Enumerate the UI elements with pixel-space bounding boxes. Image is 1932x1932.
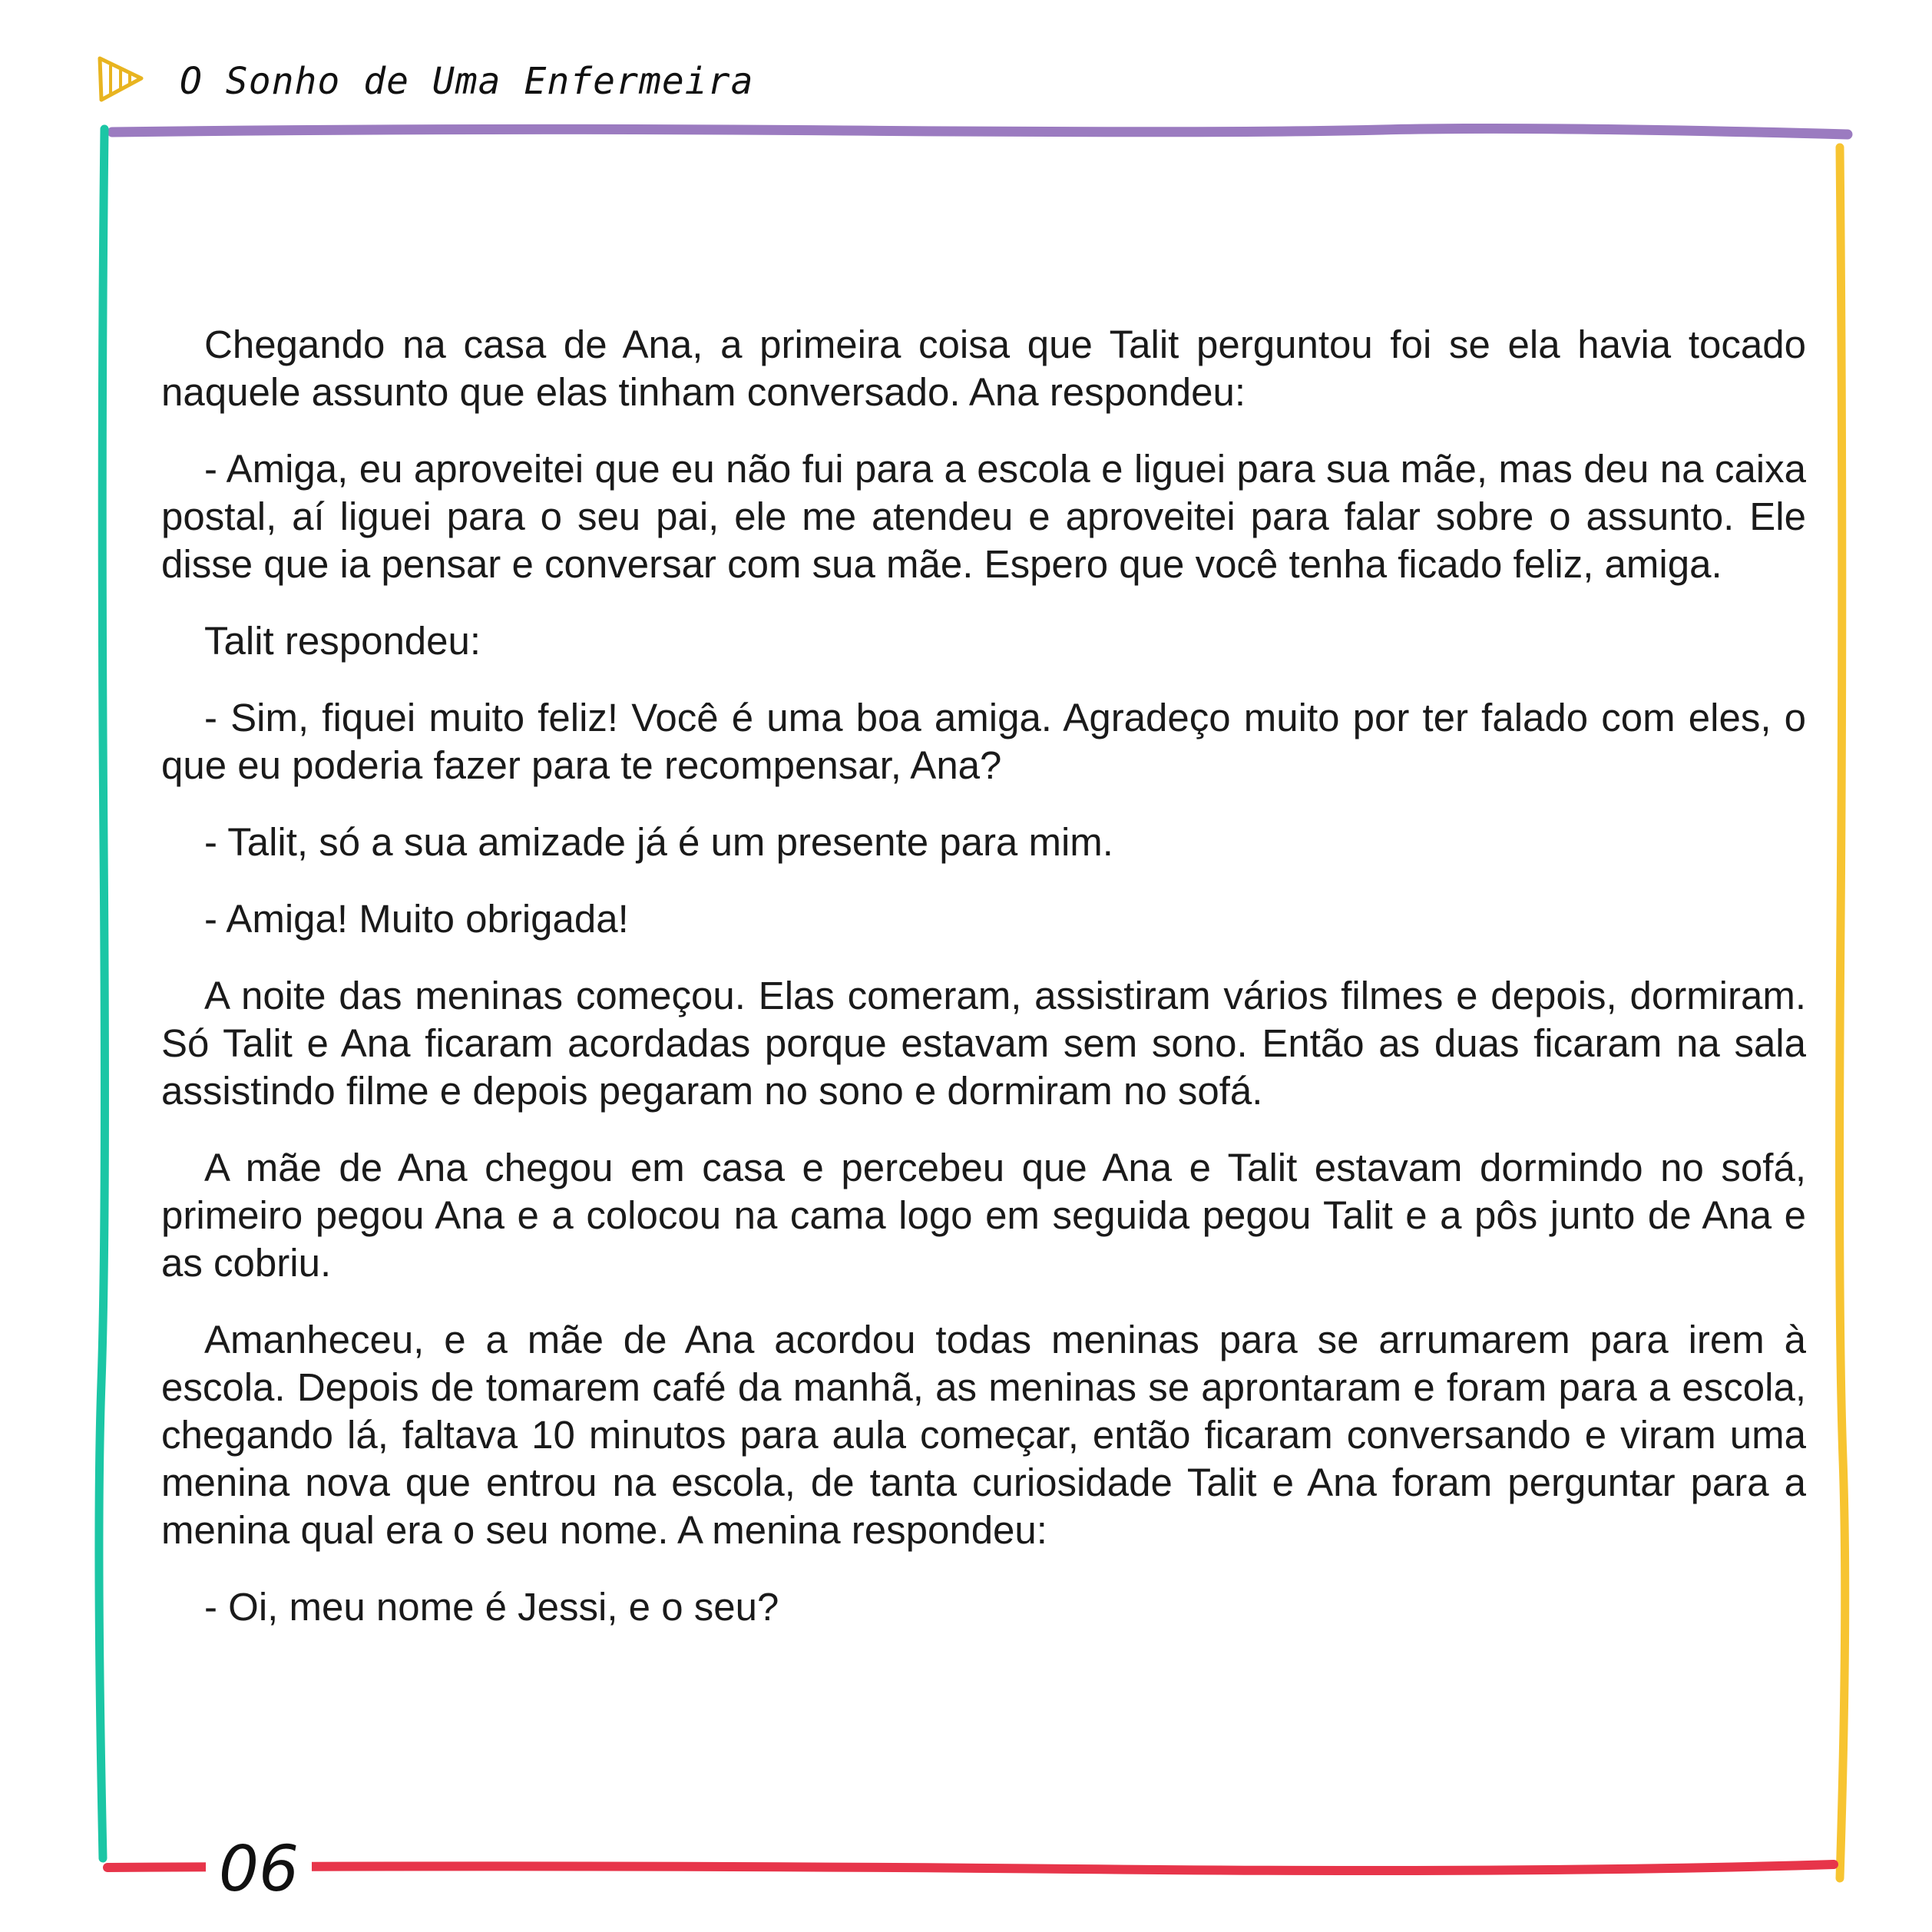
paragraph: - Talit, só a sua amizade já é um presente para mim.: [204, 820, 1113, 864]
book-title: O Sonho de Uma Enfermeira: [180, 60, 754, 103]
frame-right-stroke: [1840, 147, 1845, 1878]
paragraph: - Amiga, eu aproveitei que eu não fui para a escola e liguei para sua mãe, mas deu na caixa postal, aí liguei para o seu pai, ele me atendeu e aproveitei para falar sobre o assunto. Ele disse que ia pensar e conversar com sua mãe. Espero que você tenha ficado feliz, amiga.: [161, 447, 1806, 586]
page-number: 06: [206, 1831, 312, 1908]
paragraph: - Amiga! Muito obrigada!: [204, 897, 629, 941]
paragraph: Chegando na casa de Ana, a primeira coisa que Talit perguntou foi se ela havia tocado naquele assunto que elas tinham conversado. Ana respondeu:: [161, 323, 1806, 414]
paragraph: A mãe de Ana chegou em casa e percebeu que Ana e Talit estavam dormindo no sofá, primeiro pegou Ana e a colocou na cama logo em seguida pegou Talit e a pôs junto de Ana e as cobriu.: [161, 1146, 1806, 1285]
paragraph: Amanheceu, e a mãe de Ana acordou todas meninas para se arrumarem para irem à escola. Depois de tomarem café da manhã, as meninas se aprontaram e foram para a escola, chegando lá, faltava 10 minutos para aula começar, então ficaram conversando e viram uma menina nova que entrou na escola, de tanta curiosidade Talit e Ana foram perguntar para a menina qual era o seu nome. A menina respondeu:: [161, 1318, 1806, 1552]
paragraph: - Sim, fiquei muito feliz! Você é uma boa amiga. Agradeço muito por ter falado com eles, o que eu poderia fazer para te recompensar, Ana?: [161, 696, 1806, 787]
paragraph: Talit respondeu:: [204, 619, 481, 663]
story-text: [161, 321, 1806, 1660]
paragraph: A noite das meninas começou. Elas comeram, assistiram vários filmes e depois, dormiram. Só Talit e Ana ficaram acordadas porque estavam sem sono. Então as duas ficaram na sala assistindo filme e depois pegaram no sono e dormiram no sofá.: [161, 974, 1806, 1113]
frame-bottom-stroke: [108, 1864, 1834, 1871]
paragraph: - Oi, meu nome é Jessi, e o seu?: [204, 1585, 779, 1629]
frame-top-stroke: [112, 128, 1848, 134]
frame-left-stroke: [99, 129, 105, 1858]
